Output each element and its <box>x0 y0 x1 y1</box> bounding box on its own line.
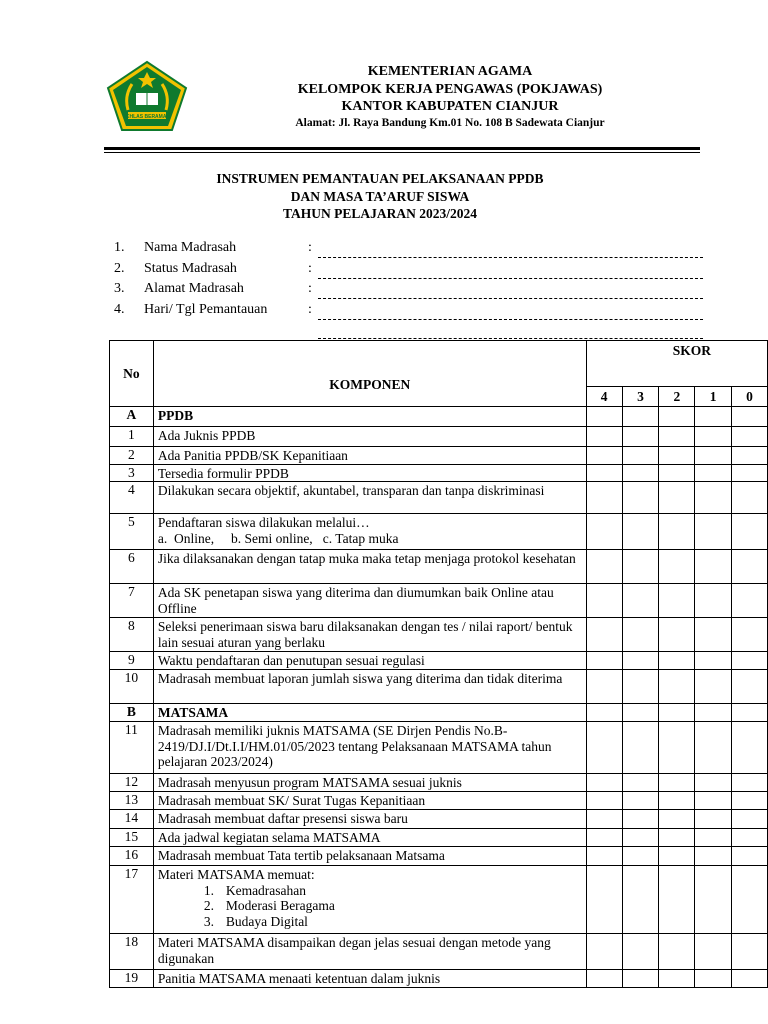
row-number: A <box>110 407 154 427</box>
score-cell-0[interactable] <box>732 810 768 829</box>
score-cell-0[interactable] <box>732 447 768 465</box>
score-cell-0[interactable] <box>732 584 768 618</box>
row-number: 14 <box>110 810 154 829</box>
header-score-1: 1 <box>695 387 732 407</box>
score-cell-1[interactable] <box>695 970 732 988</box>
component-subitem <box>158 914 586 930</box>
score-cell-3[interactable] <box>622 970 659 988</box>
score-cell-4[interactable] <box>586 618 622 652</box>
table-row <box>110 774 768 792</box>
component-text: MATSAMA <box>157 705 229 720</box>
score-cell-2[interactable] <box>659 652 695 670</box>
score-cell-4[interactable] <box>586 550 622 584</box>
score-cell-4[interactable] <box>586 464 622 482</box>
table-row <box>110 482 768 514</box>
row-number: 3 <box>110 464 154 482</box>
component-cell <box>153 847 586 866</box>
header-score-3: 3 <box>622 387 659 407</box>
row-number: 12 <box>110 774 154 792</box>
score-cell-4[interactable] <box>586 934 622 970</box>
score-cell-0[interactable] <box>732 847 768 866</box>
score-cell-0[interactable] <box>732 792 768 810</box>
table-row <box>110 447 768 465</box>
row-number: 11 <box>110 722 154 774</box>
component-text: Ada Juknis PPDB <box>157 428 256 443</box>
score-cell-1[interactable] <box>695 774 732 792</box>
component-text: Materi MATSAMA memuat: <box>157 867 315 882</box>
table-row <box>110 722 768 774</box>
table-row <box>110 810 768 829</box>
working-group-name: KELOMPOK KERJA PENGAWAS (POKJAWAS) <box>297 82 603 97</box>
field-colon: : <box>308 240 312 255</box>
component-subitem <box>158 883 586 899</box>
component-cell <box>153 866 586 934</box>
header-rule-thin <box>104 152 700 153</box>
score-cell-0[interactable] <box>732 652 768 670</box>
component-cell <box>153 670 586 704</box>
score-cell-4[interactable] <box>586 670 622 704</box>
component-text: Madrasah membuat daftar presensi siswa baru <box>157 811 408 826</box>
section-row <box>110 704 768 722</box>
score-cell-0 <box>732 704 768 722</box>
score-cell-2[interactable] <box>659 464 695 482</box>
score-cell-4[interactable] <box>586 652 622 670</box>
score-cell-0[interactable] <box>732 427 768 447</box>
score-cell-0[interactable] <box>732 514 768 550</box>
component-text: Madrasah memiliki juknis MATSAMA (SE Dirjen Pendis No.B-2419/DJ.I/Dt.I.I/HM.01/05/2023 tentang Pelaksanaan MATSAMA tahun pelajaran 2023/2024) <box>157 723 552 769</box>
score-cell-0[interactable] <box>732 934 768 970</box>
component-cell <box>153 407 586 427</box>
score-cell-1[interactable] <box>695 866 732 934</box>
score-cell-3[interactable] <box>622 722 659 774</box>
subitem-number: 3. <box>203 913 214 929</box>
component-cell <box>153 792 586 810</box>
table-row <box>110 847 768 866</box>
score-cell-3[interactable] <box>622 792 659 810</box>
table-row <box>110 584 768 618</box>
component-text: Ada SK penetapan siswa yang diterima dan diumumkan baik Online atau Offline <box>157 585 554 616</box>
row-number: B <box>110 704 154 722</box>
component-cell <box>153 774 586 792</box>
score-cell-1[interactable] <box>695 464 732 482</box>
ministry-name: KEMENTERIAN AGAMA <box>367 64 533 79</box>
header-no: No <box>110 341 154 407</box>
component-cell <box>153 464 586 482</box>
field-status-madrasah <box>110 259 705 280</box>
title-line-1: INSTRUMEN PEMANTAUAN PELAKSANAAN PPDB <box>216 171 544 186</box>
field-label: Hari/ Tgl Pemantauan <box>144 301 268 317</box>
document-title <box>170 170 590 223</box>
score-cell-2[interactable] <box>659 934 695 970</box>
field-nama-madrasah <box>110 238 705 259</box>
score-cell-3[interactable] <box>622 618 659 652</box>
score-cell-0[interactable] <box>732 970 768 988</box>
row-number: 18 <box>110 934 154 970</box>
header-skor: SKOR <box>586 341 767 387</box>
office-address: Alamat: Jl. Raya Bandung Km.01 No. 108 B Sadewata Cianjur <box>295 117 605 129</box>
row-number: 2 <box>110 447 154 465</box>
row-number: 7 <box>110 584 154 618</box>
score-cell-4[interactable] <box>586 427 622 447</box>
component-cell <box>153 427 586 447</box>
score-cell-0[interactable] <box>732 482 768 514</box>
component-cell <box>153 482 586 514</box>
field-fill-line-extra[interactable] <box>318 338 703 339</box>
score-cell-1[interactable] <box>695 447 732 465</box>
score-cell-1[interactable] <box>695 792 732 810</box>
score-cell-1[interactable] <box>695 514 732 550</box>
table-row <box>110 550 768 584</box>
table-row <box>110 829 768 847</box>
component-text: Jika dilaksanakan dengan tatap muka maka tetap menjaga protokol kesehatan <box>157 551 576 566</box>
score-cell-3[interactable] <box>622 829 659 847</box>
score-cell-0[interactable] <box>732 829 768 847</box>
field-colon: : <box>308 301 312 317</box>
score-cell-3[interactable] <box>622 774 659 792</box>
subitem-text: Budaya Digital <box>225 913 308 929</box>
table-row <box>110 866 768 934</box>
field-number: 2. <box>114 260 125 276</box>
component-options: a. Online, b. Semi online, c. Tatap muka <box>157 530 399 546</box>
table-row <box>110 670 768 704</box>
table-row <box>110 934 768 970</box>
header-rule-thick <box>104 147 700 150</box>
score-cell-4[interactable] <box>586 584 622 618</box>
component-text: Waktu pendaftaran dan penutupan sesuai regulasi <box>157 653 425 668</box>
score-cell-2 <box>659 407 695 427</box>
score-cell-0[interactable] <box>732 618 768 652</box>
score-cell-2[interactable] <box>659 550 695 584</box>
score-cell-4[interactable] <box>586 482 622 514</box>
score-cell-1[interactable] <box>695 652 732 670</box>
row-number: 17 <box>110 866 154 934</box>
field-hari-tgl-pemantauan <box>110 300 705 321</box>
score-cell-1[interactable] <box>695 427 732 447</box>
score-cell-4[interactable] <box>586 847 622 866</box>
row-number: 5 <box>110 514 154 550</box>
component-cell <box>153 934 586 970</box>
table-row <box>110 464 768 482</box>
score-cell-1[interactable] <box>695 618 732 652</box>
field-colon: : <box>308 281 312 296</box>
score-cell-3 <box>622 407 659 427</box>
subitem-number: 1. <box>203 882 214 898</box>
component-cell <box>153 550 586 584</box>
score-cell-4[interactable] <box>586 722 622 774</box>
component-text: Pendaftaran siswa dilakukan melalui… <box>157 515 370 530</box>
component-text: Seleksi penerimaan siswa baru dilaksanakan dengan tes / nilai raport/ bentuk lain sesuai aturan yang berlaku <box>157 619 573 650</box>
row-number: 1 <box>110 427 154 447</box>
subitem-text: Kemadrasahan <box>225 882 307 898</box>
score-cell-2[interactable] <box>659 866 695 934</box>
score-cell-1 <box>695 407 732 427</box>
component-text: Madrasah membuat SK/ Surat Tugas Kepanitiaan <box>157 793 426 808</box>
table-row <box>110 652 768 670</box>
identity-fields <box>110 238 705 320</box>
letterhead <box>240 62 660 131</box>
score-cell-1 <box>695 704 732 722</box>
score-cell-0[interactable] <box>732 722 768 774</box>
component-text: PPDB <box>157 408 194 423</box>
score-cell-2[interactable] <box>659 792 695 810</box>
score-cell-3[interactable] <box>622 934 659 970</box>
score-cell-1[interactable] <box>695 550 732 584</box>
header-score-2: 2 <box>659 387 695 407</box>
component-cell <box>153 970 586 988</box>
score-cell-3[interactable] <box>622 584 659 618</box>
header-score-4: 4 <box>586 387 622 407</box>
score-cell-1[interactable] <box>695 584 732 618</box>
score-cell-2[interactable] <box>659 970 695 988</box>
svg-text:IKHLAS BERAMAL: IKHLAS BERAMAL <box>124 114 170 120</box>
row-number: 8 <box>110 618 154 652</box>
score-cell-4 <box>586 704 622 722</box>
score-cell-1[interactable] <box>695 934 732 970</box>
subitem-number: 2. <box>203 898 214 913</box>
score-cell-3[interactable] <box>622 670 659 704</box>
component-text: Panitia MATSAMA menaati ketentuan dalam juknis <box>157 971 441 986</box>
score-cell-1[interactable] <box>695 670 732 704</box>
score-cell-3[interactable] <box>622 447 659 465</box>
table-row <box>110 970 768 988</box>
table-row <box>110 618 768 652</box>
component-cell <box>153 618 586 652</box>
score-cell-2[interactable] <box>659 829 695 847</box>
score-cell-1[interactable] <box>695 829 732 847</box>
field-label: Alamat Madrasah <box>144 281 244 296</box>
field-fill-line[interactable] <box>318 319 703 320</box>
row-number: 19 <box>110 970 154 988</box>
component-cell <box>153 652 586 670</box>
row-number: 13 <box>110 792 154 810</box>
score-cell-2[interactable] <box>659 447 695 465</box>
field-number: 4. <box>114 301 125 317</box>
score-cell-3 <box>622 704 659 722</box>
section-row <box>110 407 768 427</box>
field-label: Nama Madrasah <box>144 240 237 255</box>
score-cell-4[interactable] <box>586 774 622 792</box>
component-cell <box>153 722 586 774</box>
row-number: 10 <box>110 670 154 704</box>
score-cell-0 <box>732 407 768 427</box>
score-cell-3[interactable] <box>622 482 659 514</box>
component-text: Materi MATSAMA disampaikan degan jelas sesuai dengan metode yang digunakan <box>157 935 551 966</box>
component-subitem <box>158 898 586 914</box>
score-cell-1[interactable] <box>695 847 732 866</box>
component-cell <box>153 514 586 550</box>
monitoring-table <box>109 340 768 988</box>
field-colon: : <box>308 260 312 276</box>
header-score-0: 0 <box>732 387 768 407</box>
score-cell-1[interactable] <box>695 482 732 514</box>
score-cell-3[interactable] <box>622 427 659 447</box>
score-cell-4[interactable] <box>586 514 622 550</box>
component-text: Madrasah membuat Tata tertib pelaksanaan Matsama <box>157 848 445 863</box>
score-cell-3[interactable] <box>622 810 659 829</box>
score-cell-2[interactable] <box>659 427 695 447</box>
field-label: Status Madrasah <box>144 260 237 276</box>
score-cell-2[interactable] <box>659 482 695 514</box>
subitem-text: Moderasi Beragama <box>225 898 335 913</box>
score-cell-0[interactable] <box>732 464 768 482</box>
score-cell-4[interactable] <box>586 447 622 465</box>
field-number: 1. <box>114 240 125 255</box>
score-cell-2[interactable] <box>659 774 695 792</box>
table-row <box>110 792 768 810</box>
score-cell-4[interactable] <box>586 866 622 934</box>
row-number: 9 <box>110 652 154 670</box>
score-cell-2[interactable] <box>659 514 695 550</box>
row-number: 6 <box>110 550 154 584</box>
field-alamat-madrasah <box>110 279 705 300</box>
score-cell-0[interactable] <box>732 866 768 934</box>
score-cell-2[interactable] <box>659 584 695 618</box>
component-text: Ada jadwal kegiatan selama MATSAMA <box>157 830 381 845</box>
score-cell-1[interactable] <box>695 722 732 774</box>
score-cell-2[interactable] <box>659 847 695 866</box>
title-line-2: DAN MASA TA’ARUF SISWA <box>290 188 470 204</box>
score-cell-0[interactable] <box>732 774 768 792</box>
field-number: 3. <box>114 281 125 296</box>
component-text: Ada Panitia PPDB/SK Kepanitiaan <box>157 448 348 463</box>
score-cell-2[interactable] <box>659 670 695 704</box>
table-row <box>110 427 768 447</box>
component-text: Dilakukan secara objektif, akuntabel, transparan dan tanpa diskriminasi <box>157 483 545 498</box>
kemenag-logo-icon <box>106 60 188 132</box>
component-cell <box>153 584 586 618</box>
score-cell-3[interactable] <box>622 652 659 670</box>
component-text: Tersedia formulir PPDB <box>157 465 289 481</box>
component-text: Madrasah membuat laporan jumlah siswa yang diterima dan tidak diterima <box>157 671 563 686</box>
component-text: Madrasah menyusun program MATSAMA sesuai juknis <box>157 775 462 790</box>
component-cell <box>153 810 586 829</box>
score-cell-4[interactable] <box>586 792 622 810</box>
score-cell-4[interactable] <box>586 810 622 829</box>
score-cell-2[interactable] <box>659 618 695 652</box>
score-cell-2 <box>659 704 695 722</box>
table-body <box>110 407 768 988</box>
component-cell <box>153 704 586 722</box>
score-cell-2[interactable] <box>659 722 695 774</box>
table-row <box>110 514 768 550</box>
row-number: 4 <box>110 482 154 514</box>
score-cell-3[interactable] <box>622 866 659 934</box>
score-cell-2[interactable] <box>659 810 695 829</box>
title-line-3: TAHUN PELAJARAN 2023/2024 <box>282 206 477 221</box>
office-name: KANTOR KABUPATEN CIANJUR <box>341 99 559 114</box>
row-number: 16 <box>110 847 154 866</box>
score-cell-3[interactable] <box>622 514 659 550</box>
score-cell-4[interactable] <box>586 970 622 988</box>
score-cell-3[interactable] <box>622 464 659 482</box>
score-cell-4[interactable] <box>586 829 622 847</box>
score-cell-3[interactable] <box>622 847 659 866</box>
component-cell <box>153 829 586 847</box>
score-cell-4 <box>586 407 622 427</box>
component-cell <box>153 447 586 465</box>
row-number: 15 <box>110 829 154 847</box>
header-komponen: KOMPONEN <box>153 341 586 407</box>
score-cell-3[interactable] <box>622 550 659 584</box>
score-cell-1[interactable] <box>695 810 732 829</box>
score-cell-0[interactable] <box>732 550 768 584</box>
score-cell-0[interactable] <box>732 670 768 704</box>
